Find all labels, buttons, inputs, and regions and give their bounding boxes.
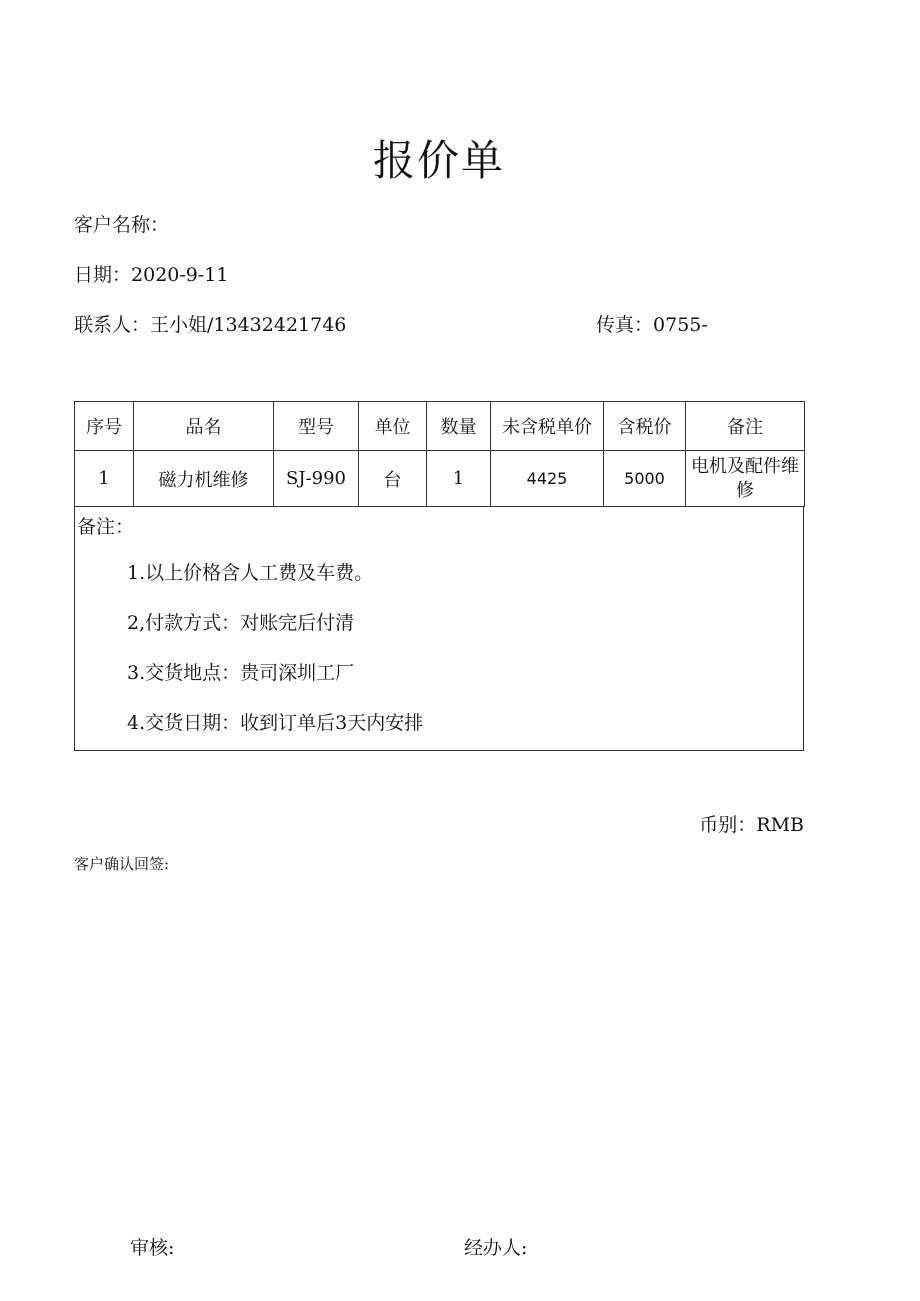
header-cell-quantity: 数量 [427,402,491,451]
cell-remarks: 电机及配件维修 [686,451,805,507]
contact-field [74,310,346,337]
note-item: 1.以上价格含人工费及车费。 [127,562,374,584]
document-title: 报价单 [372,136,505,185]
currency-label: 币别： [699,814,757,836]
fax-value: 0755- [653,314,708,336]
notes-box [74,506,804,751]
note-item: 3.交货地点：贵司深圳工厂 [127,662,355,684]
cell-quantity: 1 [427,451,491,507]
note-item: 2,付款方式：对账完后付清 [127,612,355,634]
date-field [74,260,228,287]
cell-index: 1 [75,451,134,507]
table-header-row [75,402,805,451]
fax-label: 传真： [596,314,654,336]
cell-price-excl-tax: 4425 [491,451,604,507]
fax-field [596,310,708,337]
handler-label: 经办人: [464,1237,528,1259]
header-cell-unit: 单位 [359,402,427,451]
date-label: 日期： [74,264,132,286]
currency-field [699,810,804,837]
contact-value: 王小姐/13432421746 [150,314,347,336]
header-cell-model: 型号 [274,402,359,451]
quote-table [74,401,805,507]
cell-price-incl-tax: 5000 [604,451,686,507]
header-cell-remarks: 备注 [686,402,805,451]
customer-confirm-label: 客户确认回签: [74,855,170,873]
header-cell-price-incl-tax: 含税价 [604,402,686,451]
cell-model: SJ-990 [274,451,359,507]
cell-unit: 台 [359,451,427,507]
header-cell-product: 品名 [134,402,274,451]
table-row [75,451,805,507]
customer-name-label: 客户名称： [74,214,170,236]
contact-label: 联系人： [74,314,151,336]
cell-product: 磁力机维修 [134,451,274,507]
header-cell-price-excl-tax: 未含税单价 [491,402,604,451]
currency-value: RMB [756,814,804,836]
customer-name-field [74,210,169,237]
date-value: 2020-9-11 [131,264,229,286]
note-item: 4.交货日期：收到订单后3天内安排 [127,712,424,734]
header-cell-index: 序号 [75,402,134,451]
notes-title: 备注： [77,516,135,538]
reviewer-label: 审核: [130,1237,175,1259]
